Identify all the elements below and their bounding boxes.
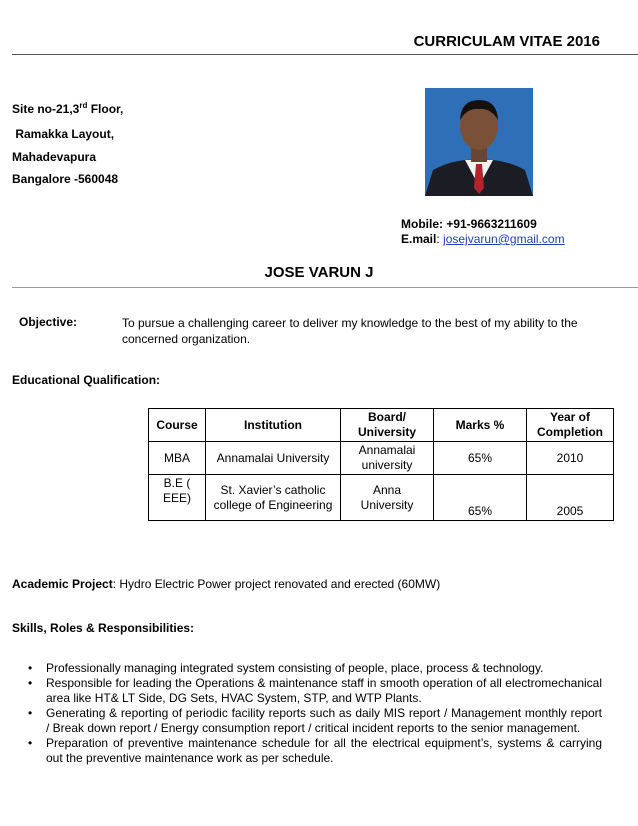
header-year: Year of Completion xyxy=(527,409,614,442)
table-cell: Annamalai University xyxy=(206,442,341,475)
name-divider xyxy=(12,287,638,288)
skills-list xyxy=(28,661,602,766)
objective-label: Objective: xyxy=(19,315,78,329)
title-divider xyxy=(12,54,638,55)
list-item: • Professionally managing integrated system consisting of people, place, process & technology. xyxy=(28,661,602,676)
education-label: Educational Qualification: xyxy=(12,373,161,387)
table-row xyxy=(149,442,614,475)
header-institution: Institution xyxy=(206,409,341,442)
profile-photo xyxy=(425,88,533,196)
address-line-2: Ramakka Layout, xyxy=(12,127,115,141)
table-cell: 65% xyxy=(434,442,527,475)
table-cell: B.E ( EEE) xyxy=(149,475,206,521)
address-line-4: Bangalore -560048 xyxy=(12,172,119,186)
project-text: : Hydro Electric Power project renovated and erected (60MW) xyxy=(112,577,441,591)
table-cell: MBA xyxy=(149,442,206,475)
list-item: • Responsible for leading the Operations & maintenance staff in smooth operation of all electromechanical area like HT& LT Side, DG Sets, HVAC System, STP, and WTP Plants. xyxy=(28,676,602,706)
project-label: Academic Project xyxy=(12,577,113,591)
table-row xyxy=(149,475,614,521)
candidate-name: JOSE VARUN J xyxy=(264,264,374,281)
document-title: CURRICULAM VITAE 2016 xyxy=(413,33,600,50)
skills-label: Skills, Roles & Responsibilities: xyxy=(12,621,195,635)
table-cell: 65% xyxy=(434,475,527,521)
table-header-row xyxy=(149,409,614,442)
mobile-number: +91-9663211609 xyxy=(446,217,537,231)
table-cell: St. Xavier’s catholic college of Engineering xyxy=(206,475,341,521)
header-board: Board/ University xyxy=(341,409,434,442)
header-marks: Marks % xyxy=(434,409,527,442)
table-cell: 2005 xyxy=(527,475,614,521)
address-line-1: Site no-21,3rd Floor, xyxy=(12,101,124,116)
table-cell: Annamalai university xyxy=(341,442,434,475)
address-line-3: Mahadevapura xyxy=(12,150,97,164)
email-link[interactable]: josejvarun@gmail.com xyxy=(443,232,565,246)
list-item: • Preparation of preventive maintenance schedule for all the electrical equipment’s, systems & carrying out the preventive maintenance work as per schedule. xyxy=(28,736,602,766)
table-cell: Anna University xyxy=(341,475,434,521)
academic-project xyxy=(12,577,440,591)
objective-text: To pursue a challenging career to deliver my knowledge to the best of my ability to the concerned organization. xyxy=(122,316,578,346)
contact-block: Mobile: +91-9663211609 E.mail: josejvarun@gmail.com xyxy=(401,217,565,246)
table-cell: 2010 xyxy=(527,442,614,475)
header-course: Course xyxy=(149,409,206,442)
list-item: • Generating & reporting of periodic facility reports such as daily MIS report / Management monthly report / Break down report / Energy consumption report / critical incident reports to the senior management. xyxy=(28,706,602,736)
education-table xyxy=(148,408,614,521)
